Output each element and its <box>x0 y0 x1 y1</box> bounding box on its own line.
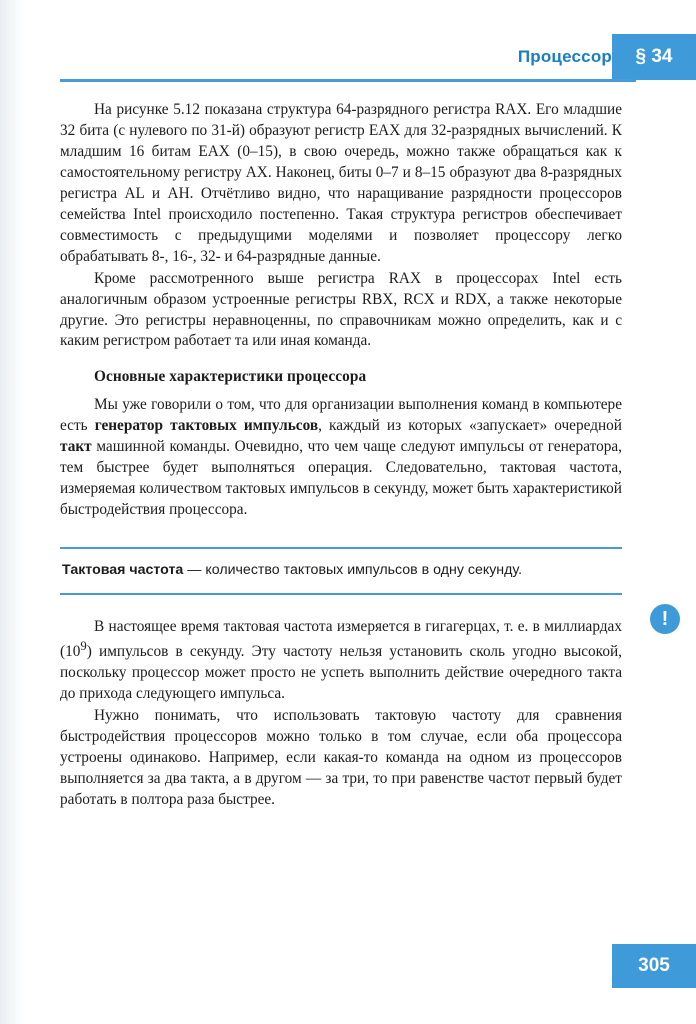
page-header <box>0 0 696 92</box>
paragraph-registers-structure: На рисунке 5.12 показана структура 64-разрядного регистра RAX. Его младшие 32 бита (с нулевого по 31-й) образуют регистр EAX для 32-разрядных вычислений. К младшим 16 битам EAX (0–15), в свою очередь, можно также обращаться как к самостоятельному регистру AX. Наконец, биты 0–7 и 8–15 образуют два 8-разрядных регистра AL и AH. Отчётливо видно, что наращивание разрядности процессоров семейства Intel происходило постепенно. Такая структура регистров обеспечивает совместимость с предыдущими моделями и позволяет процессору легко обрабатывать 8-, 16-, 32- и 64-разрядные данные. <box>60 101 622 265</box>
text-run-bold: генератор тактовых импульсов <box>94 417 319 435</box>
superscript-exponent: 9 <box>80 639 87 654</box>
chapter-title: Процессор <box>517 47 612 66</box>
text-run: В настоящее время тактовая частота измеряется в гигагерцах, т. е. в миллиардах (10 <box>60 618 622 661</box>
text-run: ) импульсов в секунду. Эту частоту нельзя установить сколь угодно высокой, поскольку процессор может просто не успеть выполнить действие очередного такта до прихода следующего импульса. <box>60 643 622 703</box>
definition-box <box>60 547 622 595</box>
text-run-bold: такт <box>60 438 92 456</box>
text-run: Мы уже говорили о том, что для организации выполнения команд в компьютере есть <box>60 396 622 435</box>
paragraph-clock-generator <box>60 395 622 521</box>
spacer <box>60 386 622 395</box>
section-badge: § 34 <box>612 34 696 80</box>
paragraph-comparison: Нужно понимать, что использовать тактовую частоту для сравнения быстродействия процессоров можно только в том случае, если оба процессора устроены одинаково. Например, если какая-то команда на одном из процессоров выполняется за два такта, а в другом — за три, то при равенстве частот первый будет работать в полтора раза быстрее. <box>60 707 622 809</box>
header-divider <box>60 79 636 82</box>
text-run: , каждый из которых «запускает» очередной <box>318 417 622 435</box>
definition-text: — количество тактовых импульсов в одну секунду. <box>183 562 523 579</box>
page-content <box>60 100 622 811</box>
subheading-processor-characteristics: Основные характеристики процессора <box>94 368 367 386</box>
paragraph-other-registers: Кроме рассмотренного выше регистра RAX в процессорах Intel есть аналогичным образом устроенные регистры RBX, RCX и RDX, а также некоторые другие. Это регистры неравноценны, по справочникам можно определить, как и с каким регистром работает та или иная команда. <box>60 269 622 350</box>
definition-term: Тактовая частота <box>62 562 184 579</box>
attention-icon: ! <box>650 604 680 634</box>
spacer <box>60 352 622 368</box>
text-run: машинной команды. Очевидно, что чем чаще следуют импульсы от генератора, тем быстрее будет выполняться операция. Следовательно, тактовая частота, измеряемая количеством тактовых импульсов в секунду, может быть характеристикой быстродействия процессора. <box>60 438 622 519</box>
paragraph-gigahertz <box>60 617 622 705</box>
footer-strip <box>612 988 696 1024</box>
page-number-badge: 305 <box>612 944 696 988</box>
page-edge-gradient <box>0 0 26 1024</box>
